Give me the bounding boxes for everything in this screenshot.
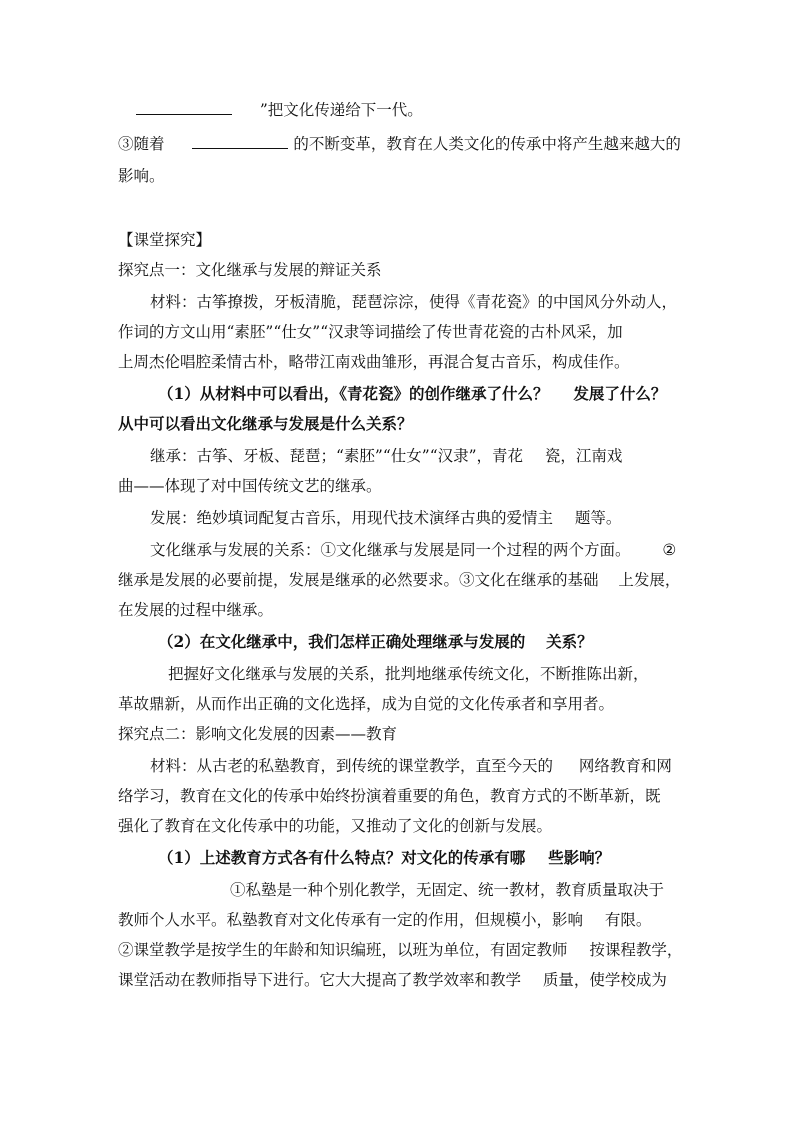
text-line: 在发展的过程中继承。 xyxy=(118,601,274,619)
section-heading: 【课堂探究】 xyxy=(118,231,212,249)
inquiry-title: 探究点一：文化继承与发展的辩证关系 xyxy=(118,261,382,279)
text-line xyxy=(150,756,672,776)
text-segment: 发展了什么？ xyxy=(573,384,667,403)
text-line: ①私塾是一种个别化教学，无固定、统一教材，教育质量取决于 xyxy=(230,881,665,899)
answer-blank xyxy=(136,100,232,115)
text-line: 革故鼎新，从而作出正确的文化选择，成为自觉的文化传承者和享用者。 xyxy=(118,695,615,713)
text-segment: 瓷，江南戏 xyxy=(544,447,623,465)
question-line xyxy=(158,384,666,404)
text-segment: （1）从材料中可以看出，《青花瓷》的创作继承了什么？ xyxy=(158,384,549,403)
text-line xyxy=(118,970,667,990)
text-segment: 关系？ xyxy=(546,632,593,651)
text-segment: （2）在文化继承中，我们怎样正确处理继承与发展的 xyxy=(158,632,526,651)
text-segment: 教师个人水平。私塾教育对文化传承有一定的作用，但规模小，影响 xyxy=(118,911,584,929)
text-segment: 有限。 xyxy=(604,911,652,929)
text-line xyxy=(150,540,676,560)
text-segment: （1）上述教育方式各有什么特点？对文化的传承有哪 xyxy=(158,848,526,867)
text-line: 把握好文化继承与发展的关系，批判地继承传统文化，不断推陈出新， xyxy=(168,665,649,683)
text-line: 影响。 xyxy=(118,167,165,185)
text-line xyxy=(118,910,651,930)
question-line xyxy=(158,632,593,652)
text-segment: ② xyxy=(662,541,677,559)
text-segment: 按课程教学， xyxy=(589,941,683,959)
text-segment: ②课堂教学是按学生的年龄和知识编班，以班为单位，有固定教师 xyxy=(118,941,568,959)
text-segment: 发展：绝妙填词配复古音乐，用现代技术演绎古典的爱情主 xyxy=(150,509,554,527)
text-segment: 题等。 xyxy=(574,509,622,527)
text-line xyxy=(118,134,681,154)
text-segment: ”把文化传递给下一代。 xyxy=(259,101,423,119)
text-segment: 质量，使学校成为 xyxy=(542,971,667,989)
text-line: 作词的方文山用“素胚”“仕女”“汉隶等词描绘了传世青花瓷的古朴风采，加 xyxy=(118,323,623,341)
text-segment: 的不断变革，教育在人类文化的传承中将产生越来越大的 xyxy=(293,135,681,153)
text-segment: 继承是发展的必要前提，发展是继承的必然要求。③文化在继承的基础 xyxy=(118,571,599,589)
text-segment: 上发展， xyxy=(618,571,681,589)
text-line: 上周杰伦唱腔柔情古朴，略带江南戏曲雏形，再混合复古音乐，构成佳作。 xyxy=(118,353,630,371)
question-line: 从中可以看出文化继承与发展是什么关系？ xyxy=(118,414,413,433)
text-line xyxy=(118,940,682,960)
text-segment: 文化继承与发展的关系：①文化继承与发展是同一个过程的两个方面。 xyxy=(150,541,631,559)
text-segment: 课堂活动在教师指导下进行。它大大提高了教学效率和教学 xyxy=(118,971,522,989)
answer-blank xyxy=(192,134,288,149)
text-line xyxy=(118,570,680,590)
text-line xyxy=(136,100,423,120)
text-line: 曲——体现了对中国传统文艺的继承。 xyxy=(118,477,382,495)
text-line xyxy=(150,446,622,466)
text-segment: 继承：古筝、牙板、琵琶；“素胚”“仕女”“汉隶”，青花 xyxy=(150,447,524,465)
text-line xyxy=(150,508,621,528)
text-segment: 材料：从古老的私塾教育，到传统的课堂教学，直至今天的 xyxy=(150,757,554,775)
text-line: 络学习，教育在文化的传承中始终扮演着重要的角色，教育方式的不断革新，既 xyxy=(118,787,661,805)
text-segment: ③随着 xyxy=(118,135,165,153)
text-segment: 些影响？ xyxy=(548,848,611,867)
question-line xyxy=(158,848,610,868)
text-line: 强化了教育在文化传承中的功能，又推动了文化的创新与发展。 xyxy=(118,817,553,835)
text-line: 材料：古筝撩拨，牙板清脆，琵琶淙淙，使得《青花瓷》的中国风分外动人， xyxy=(150,293,678,311)
text-segment: 网络教育和网 xyxy=(578,757,672,775)
inquiry-title: 探究点二：影响文化发展的因素——教育 xyxy=(118,725,398,743)
